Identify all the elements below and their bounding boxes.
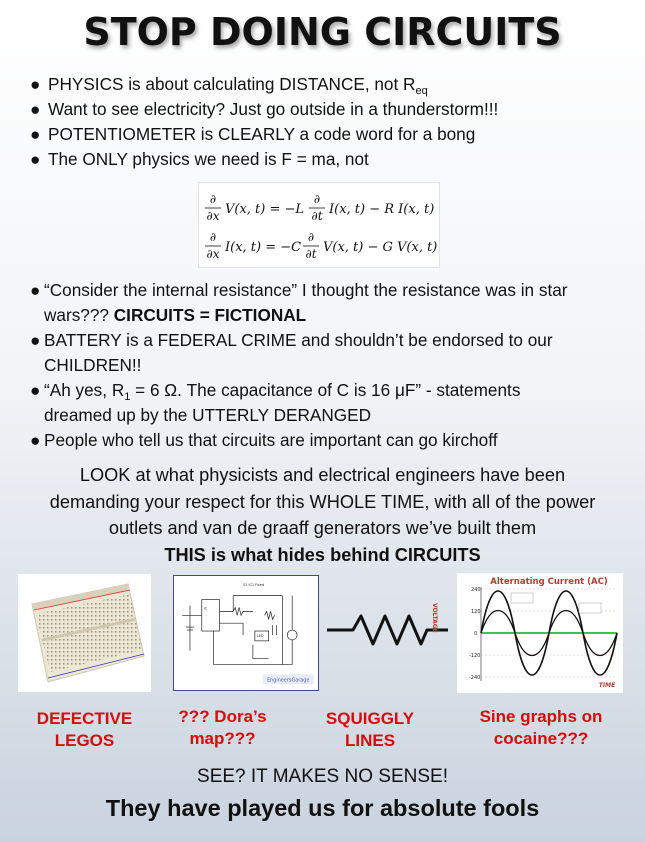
bullet-text: PHYSICS is about calculating DISTANCE, not R <box>48 74 416 94</box>
tick-label: 0 <box>474 631 478 637</box>
caption-line: ??? Dora’s <box>178 707 267 726</box>
bullet-text: Want to see electricity? Just go outside in a thunderstorm!!! <box>48 99 499 119</box>
tick-label: 120 <box>471 609 481 615</box>
bullet-bold-text: CIRCUITS = FICTIONAL <box>113 305 307 325</box>
subscript-text: eq <box>415 85 428 97</box>
bullet-item <box>30 428 630 453</box>
bullet-list-bottom <box>30 278 630 453</box>
svg-text:V(x, t) = −L: V(x, t) = −L <box>225 202 305 217</box>
bullet-item <box>30 97 630 122</box>
paragraph-bold-line: THIS is what hides behind CIRCUITS <box>164 544 481 565</box>
page-title: STOP DOING CIRCUITS <box>83 10 562 54</box>
footer-line-1: SEE? IT MAKES NO SENSE! <box>197 766 448 787</box>
svg-text:V(x, t) − G V(x, t): V(x, t) − G V(x, t) <box>323 240 438 255</box>
bullet-dot: ● <box>30 74 41 94</box>
schematic-svg <box>174 576 318 690</box>
bullet-dot: ● <box>30 149 41 169</box>
svg-text:∂: ∂ <box>209 192 217 206</box>
bullet-dot: ● <box>30 124 41 144</box>
telegrapher-equations-image <box>198 182 440 268</box>
svg-text:∂: ∂ <box>209 230 217 244</box>
paragraph-line: outlets and van de graaff generators we’ve built them <box>108 518 537 538</box>
bullet-text: People who tell us that circuits are important can go kirchoff <box>44 430 498 450</box>
bullet-dot: ● <box>30 330 41 350</box>
caption-breadboard <box>18 708 151 752</box>
svg-text:I(x, t) − R I(x, t): I(x, t) − R I(x, t) <box>329 202 435 217</box>
svg-text:LED: LED <box>256 633 264 638</box>
svg-text:∂: ∂ <box>313 192 321 206</box>
svg-text:IC: IC <box>203 606 208 611</box>
caption-line: Sine graphs on <box>479 707 603 726</box>
subscript-text: 1 <box>124 391 131 403</box>
caption-line: cocaine??? <box>493 729 589 748</box>
bullet-text: The ONLY physics we need is F = ma, not <box>48 149 369 169</box>
bullet-text: “Consider the internal resistance” I thought the resistance was in star <box>44 280 568 300</box>
svg-text:∂: ∂ <box>307 230 315 244</box>
caption-line: LEGOS <box>54 731 115 750</box>
bullet-dot: ● <box>30 430 41 450</box>
schematic-image <box>173 575 319 691</box>
caption-line: map??? <box>189 729 256 748</box>
caption-ac-graph <box>462 706 620 750</box>
caption-resistor <box>305 708 435 752</box>
breadboard-image <box>18 574 151 692</box>
paragraph-line: LOOK at what physicists and electrical engineers have been <box>79 465 566 485</box>
svg-text:∂t: ∂t <box>305 247 317 261</box>
bullet-text: dreamed up by the UTTERLY DERANGED <box>44 405 372 425</box>
svg-text:∂x: ∂x <box>206 209 220 223</box>
bullet-text: wars??? <box>44 305 109 325</box>
caption-line: SQUIGGLY <box>325 709 415 728</box>
paragraph-line: demanding your respect for this WHOLE TIME, with all of the power <box>49 491 596 512</box>
bullet-item <box>30 122 630 147</box>
bullet-item <box>30 378 630 428</box>
bullet-text: “Ah yes, R <box>44 380 125 400</box>
schematic-watermark: EngineersGarage <box>267 677 310 684</box>
tick-label: -120 <box>469 653 481 659</box>
tick-label: -240 <box>469 675 481 681</box>
caption-line: LINES <box>344 731 396 750</box>
axis-x-label: TIME <box>598 682 616 689</box>
ac-graph-title: Alternating Current (AC) <box>490 577 608 587</box>
equations-svg <box>199 183 441 269</box>
caption-schematic <box>165 706 280 750</box>
bullet-text: CHILDREN!! <box>44 355 142 375</box>
svg-text:S1 IC1 Fixed: S1 IC1 Fixed <box>243 582 265 587</box>
axis-y-label: VOLTAGE <box>431 603 438 633</box>
bullet-item <box>30 147 630 172</box>
svg-text:I(x, t) = −C: I(x, t) = −C <box>225 240 302 255</box>
footer-line-2: They have played us for absolute fools <box>105 795 540 821</box>
tick-label: 240 <box>471 587 481 593</box>
bullet-dot: ● <box>30 380 41 400</box>
bullet-text: BATTERY is a FEDERAL CRIME and shouldn’t be endorsed to our <box>44 330 553 350</box>
svg-text:∂x: ∂x <box>206 247 220 261</box>
bullet-list-top <box>30 72 630 172</box>
bullet-item <box>30 72 630 97</box>
bullet-item <box>30 278 630 328</box>
breadboard-svg <box>18 574 151 692</box>
paragraph <box>0 462 645 568</box>
bullet-dot: ● <box>30 280 41 300</box>
ac-graph-image <box>431 573 623 693</box>
bullet-dot: ● <box>30 99 41 119</box>
bullet-text: = 6 Ω. The capacitance of C is 16 μF” - statements <box>130 380 521 400</box>
ac-graph-svg <box>431 573 623 693</box>
caption-line: DEFECTIVE <box>36 709 133 728</box>
svg-text:∂t: ∂t <box>311 209 323 223</box>
bullet-text: POTENTIOMETER is CLEARLY a code word for a bong <box>48 124 476 144</box>
bullet-item <box>30 328 630 378</box>
